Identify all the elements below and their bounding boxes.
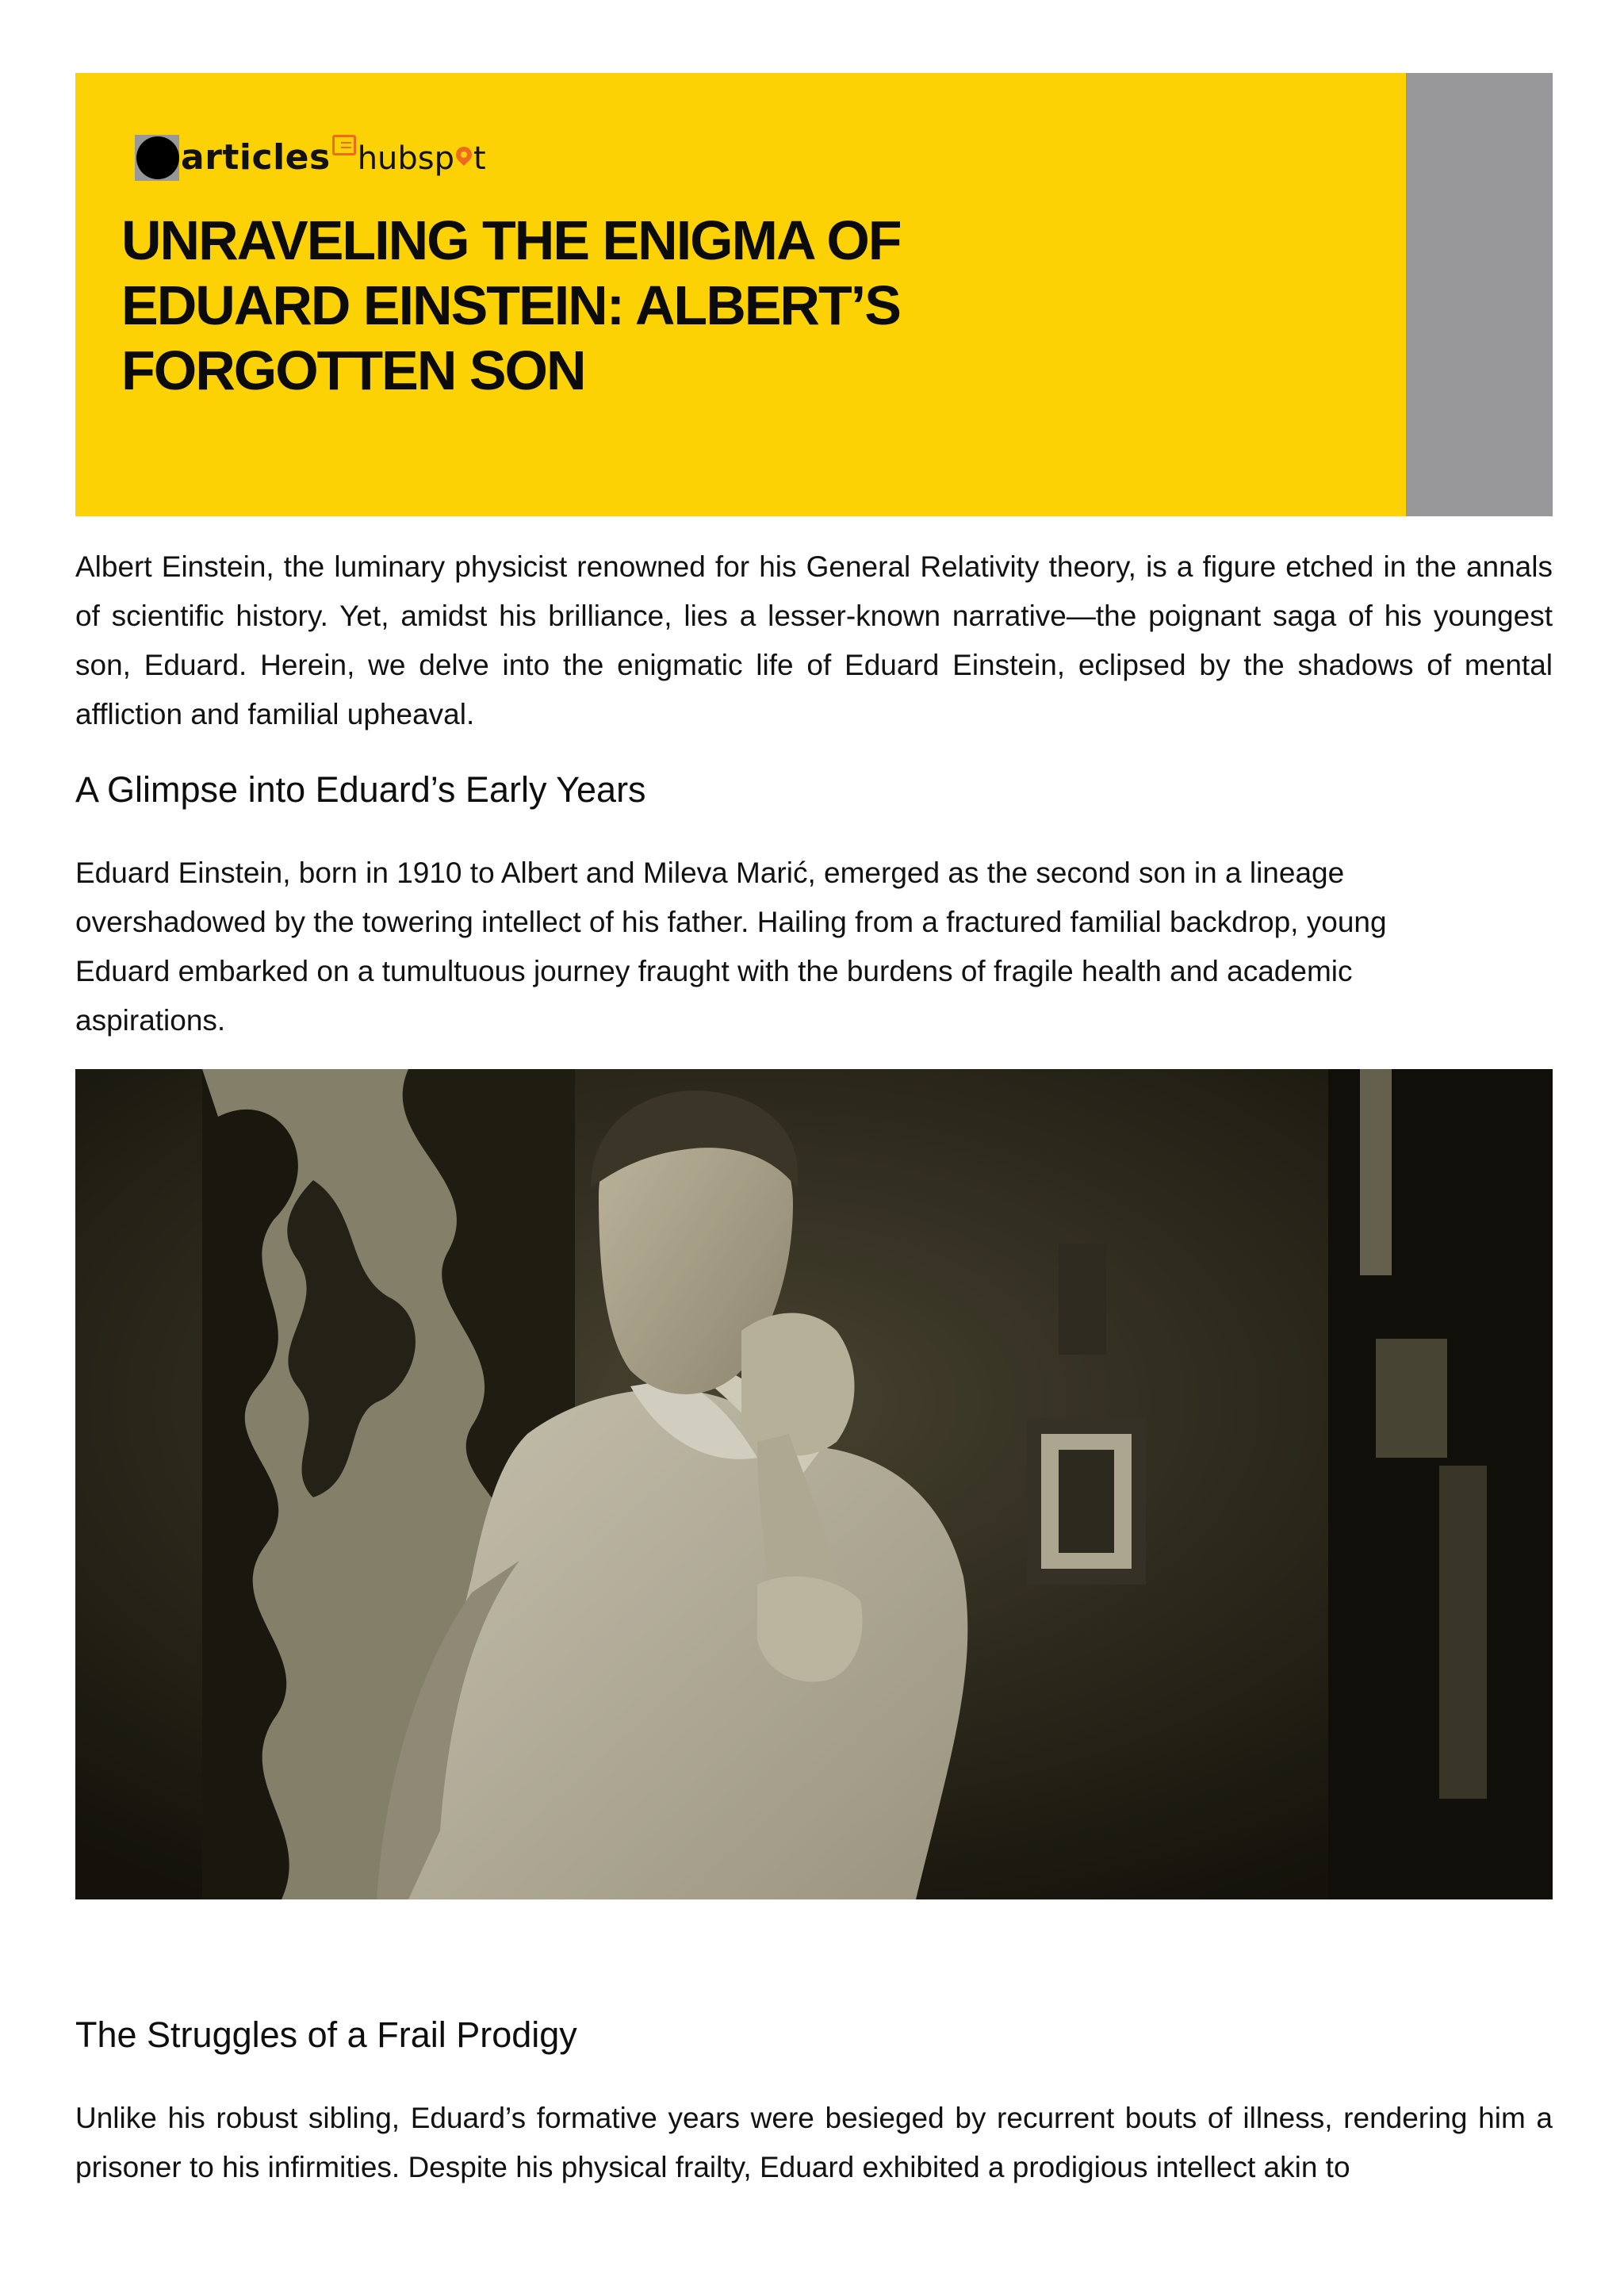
eduard-portrait-photo [75,1069,1553,1899]
logo-word-hubspot-start: hubsp [357,140,455,177]
logo-word-articles: articles [181,137,331,178]
site-logo[interactable] [135,125,486,181]
logo-word-hubspot-end: t [473,140,486,177]
intro-paragraph: Albert Einstein, the luminary physicist renowned for his General Relativity theory, is a figure etched in the annals of scientific history. Yet, amidst his brilliance, lies a lesser-known narrative—the poignant saga of his youngest son, Eduard. Herein, we delve into the enigmatic life of Eduard Einstein, eclipsed by the shadows of mental affliction and familial upheaval. [75,550,1553,730]
struggles-paragraph: Unlike his robust sibling, Eduard’s formative years were besieged by recurrent bouts of illness, rendering him a prisoner to his infirmities. Despite his physical frailty, Eduard exhibited a prodigious intellect akin to [75,2102,1553,2183]
early-years-paragraph: Eduard Einstein, born in 1910 to Albert and Mileva Marić, emerged as the second son in a lineage overshadowed by the towering intellect of his father. Hailing from a fractured familial backdrop, young Eduard embarked on a tumultuous journey fraught with the burdens of fragile health and academic aspirations. [75,857,1387,1037]
hero-banner [75,73,1553,516]
section-heading-early-years: A Glimpse into Eduard’s Early Years [75,769,646,810]
page-title: UNRAVELING THE ENIGMA OF EDUARD EINSTEIN: ALBERT’S FORGOTTEN SON [121,209,901,401]
hero-side-panel [1406,73,1553,516]
book-icon [332,135,356,155]
location-pin-icon [453,144,475,166]
black-circle-decoration [1422,97,1614,289]
logo-word-hubspot [358,136,486,181]
yellow-circle-decoration [1422,301,1614,493]
logo-dot-icon [135,135,179,181]
section-heading-struggles: The Struggles of a Frail Prodigy [75,2014,577,2055]
